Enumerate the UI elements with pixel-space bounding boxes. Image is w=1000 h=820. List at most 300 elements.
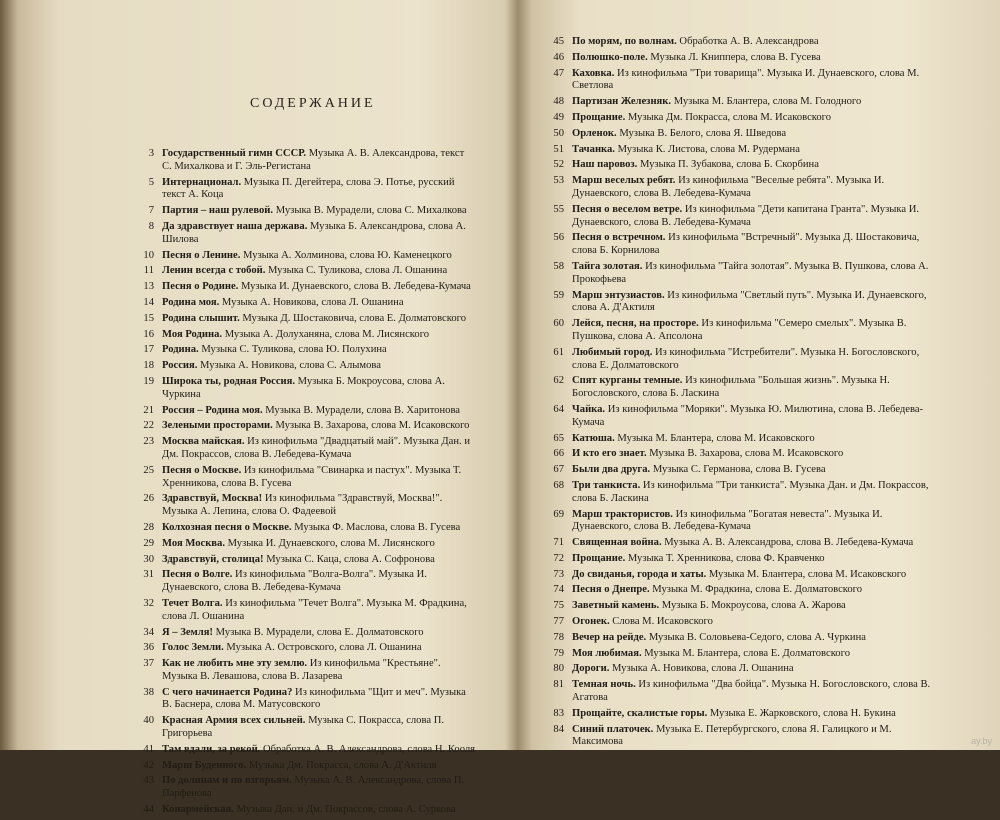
credits: Музыка В. Соловьева-Седого, слова А. Чуркина (646, 631, 866, 643)
entry-text (572, 509, 935, 535)
entry-text (162, 281, 475, 294)
credits: Из кинофильма "Веселые ребята". Музыка И. Дунаевского, слова В. Лебедева-Кумача (572, 175, 885, 199)
song-title: Красная Армия всех сильней. (162, 715, 306, 727)
credits: Из кинофильма "Два бойца". Музыка Н. Богословского, слова В. Агатова (572, 679, 931, 704)
page-number: 56 (553, 232, 564, 244)
song-title: Там вдали, за рекой. (162, 743, 261, 755)
toc-entry (540, 648, 935, 661)
song-title: По морям, по волнам. (572, 36, 677, 47)
toc-entry (540, 261, 935, 287)
song-title: Интернационал. (162, 176, 242, 188)
song-title: Партия – наш рулевой. (162, 205, 274, 217)
page-number: 77 (553, 616, 564, 628)
credits: Из кинофильма "Тайга золотая". Музыка В. Пушкова, слова А. Прокофьева (572, 260, 929, 285)
song-title: Широка ты, родная Россия. (162, 375, 296, 387)
toc-entry (130, 627, 475, 640)
page-number: 48 (553, 96, 564, 108)
toc-entry (130, 250, 475, 263)
page-number: 18 (143, 360, 154, 372)
toc-list-left (130, 148, 475, 820)
entry-text (572, 144, 935, 157)
toc-entry (540, 404, 935, 430)
credits: Музыка Дм. Покрасса, слова А. Д'Актиля (246, 759, 437, 771)
page-number: 8 (148, 220, 154, 232)
entry-text (162, 775, 475, 801)
entry-text (162, 554, 475, 567)
credits: Музыка А. Холминова, слова Ю. Каменецкого (240, 249, 452, 261)
entry-text (572, 433, 935, 446)
credits: Музыка К. Листова, слова М. Рудермана (614, 143, 800, 155)
page-number: 22 (143, 420, 154, 432)
toc-entry (540, 509, 935, 535)
page-number: 14 (143, 296, 154, 308)
entry-text (162, 329, 475, 342)
entry-text (572, 724, 935, 750)
credits: Музыка Ф. Маслова, слова В. Гусева (291, 521, 461, 533)
song-title: Чайка. (572, 403, 606, 415)
page-number: 64 (553, 403, 564, 415)
entry-text (572, 632, 935, 645)
credits: Музыка А. Новикова, слова Л. Ошанина (219, 296, 404, 308)
song-title: Россия – Родина моя. (162, 404, 263, 416)
page-number: 66 (553, 448, 564, 460)
toc-entry (540, 318, 935, 344)
page-number: 61 (553, 346, 564, 358)
song-title: Течет Волга. (162, 597, 223, 609)
entry-text (572, 96, 935, 109)
credits: Музыка М. Блантера, слова М. Исаковского (706, 568, 907, 580)
song-title: Марш веселых ребят. (572, 175, 676, 187)
entry-text (572, 204, 935, 230)
page-number: 51 (553, 143, 564, 155)
page-number: 7 (148, 205, 154, 217)
credits: Музыка И. Дунаевского, слова В. Лебедева-Кумача (238, 281, 471, 293)
credits: Из кинофильма "Двадцатый май". Музыка Дан. и Дм. Покрассов, слова В. Лебедева-Кумача (162, 436, 470, 460)
song-title: Моя любимая. (572, 647, 642, 659)
toc-entry (130, 436, 475, 462)
toc-entry (540, 36, 935, 49)
song-title: Песня о Волге. (162, 569, 233, 581)
page-number: 67 (553, 464, 564, 476)
toc-entry (130, 569, 475, 595)
song-title: До свиданья, города и хаты. (572, 568, 707, 580)
entry-text (572, 480, 935, 506)
toc-entry (540, 553, 935, 566)
song-title: Дороги. (572, 663, 610, 675)
toc-entry (130, 642, 475, 655)
credits: Музыка С. Туликова, слова Ю. Полухина (198, 344, 387, 356)
song-title: Родина слышит. (162, 312, 240, 324)
credits: Музыка П. Дегейтера, слова Э. Потье, русский текст А. Коца (162, 176, 455, 201)
credits: Обработка А. В. Александрова (676, 36, 819, 47)
credits: Музыка Д. Шостаковича, слова Е. Долматовского (239, 312, 467, 324)
page-number: 55 (553, 203, 564, 215)
page-number: 72 (553, 552, 564, 564)
entry-text (572, 553, 935, 566)
song-title: По долинам и по взгорьям. (162, 775, 292, 787)
entry-text (572, 36, 935, 49)
page-number: 25 (143, 464, 154, 476)
entry-text (572, 600, 935, 613)
page-number: 84 (553, 723, 564, 735)
song-title: Родина моя. (162, 296, 220, 308)
song-title: Зелеными просторами. (162, 420, 273, 432)
song-title: Орленок. (572, 127, 617, 139)
entry-text (572, 663, 935, 676)
song-title: Моя Родина. (162, 328, 223, 340)
song-title: Огонек. (572, 616, 610, 628)
page-number: 81 (553, 679, 564, 691)
page-number: 68 (553, 479, 564, 491)
toc-entry (540, 632, 935, 645)
credits: Музыка В. Мурадели, слова С. Михалкова (273, 205, 467, 217)
toc-entry (130, 360, 475, 373)
entry-text (162, 569, 475, 595)
entry-text (572, 375, 935, 401)
credits: Музыка В. Мурадели, слова Е. Долматовского (212, 626, 424, 638)
page-number: 69 (553, 508, 564, 520)
entry-text (572, 616, 935, 629)
toc-list-right (540, 36, 935, 752)
entry-text (572, 347, 935, 373)
page-number: 49 (553, 111, 564, 123)
song-title: Моя Москва. (162, 537, 225, 549)
song-title: Тачанка. (572, 143, 615, 155)
song-title: Любимый город. (572, 346, 653, 358)
credits: Музыка А. Новикова, слова Л. Ошанина (609, 663, 794, 675)
song-title: Три танкиста. (572, 479, 641, 491)
song-title: Марш Буденного. (162, 759, 247, 771)
toc-entry (130, 715, 475, 741)
toc-entry (130, 554, 475, 567)
entry-text (572, 708, 935, 721)
toc-entry (130, 760, 475, 773)
entry-text (572, 404, 935, 430)
song-title: Темная ночь. (572, 679, 636, 691)
credits: Из кинофильма "Здравствуй, Москва!". Музыка А. Лепина, слова О. Фадеевой (162, 493, 443, 518)
credits: Из кинофильма "Моряки". Музыка Ю. Милютина, слова В. Лебедева-Кумача (572, 403, 924, 428)
toc-entry (540, 175, 935, 201)
page-number: 83 (553, 707, 564, 719)
credits: Музыка П. Зубакова, слова Б. Скорбина (637, 159, 819, 171)
page-number: 75 (553, 600, 564, 612)
credits: Музыка Е. Петербургского, слова Я. Галицкого и М. Максимова (572, 723, 892, 748)
credits: Музыка Т. Хренникова, слова Ф. Кравченко (625, 552, 825, 564)
credits: Музыка С. Каца, слова А. Софронова (263, 553, 435, 565)
entry-text (572, 52, 935, 65)
page-number: 45 (553, 36, 564, 47)
song-title: Каховка. (572, 67, 615, 79)
page-number: 31 (143, 569, 154, 581)
song-title: Марш энтузиастов. (572, 289, 665, 301)
credits: Музыка А. Островского, слова Л. Ошанина (223, 642, 422, 654)
entry-text (572, 464, 935, 477)
page-number: 11 (143, 265, 154, 277)
page-number: 71 (553, 537, 564, 549)
song-title: Синий платочек. (572, 723, 654, 735)
song-title: Катюша. (572, 432, 615, 444)
credits: Музыка Б. Александрова, слова А. Шилова (162, 220, 466, 245)
song-title: Государственный гимн СССР. (162, 148, 307, 159)
page-number: 26 (143, 493, 154, 505)
toc-entry (130, 538, 475, 551)
credits: Музыка С. Туликова, слова Л. Ошанина (265, 265, 448, 277)
entry-text (162, 658, 475, 684)
credits: Из кинофильма "Течет Волга". Музыка М. Фрадкина, слова Л. Ошанина (162, 597, 467, 622)
entry-text (162, 538, 475, 551)
credits: Музыка А. В. Александрова, текст С. Михалкова и Г. Эль-Регистана (162, 148, 465, 172)
credits: Музыка В. Мурадели, слова В. Харитонова (262, 404, 461, 416)
credits: Музыка М. Блантера, слова М. Голодного (671, 96, 862, 108)
toc-entry (130, 177, 475, 203)
toc-entry (130, 420, 475, 433)
song-title: Тайга золотая. (572, 260, 643, 272)
credits: Музыка В. Захарова, слова М. Исаковского (646, 448, 844, 460)
credits: Музыка Дм. Покрасса, слова М. Исаковского (625, 111, 832, 123)
toc-entry (130, 376, 475, 402)
toc-entry (540, 68, 935, 94)
watermark: ay.by (971, 736, 992, 746)
song-title: Прощание. (572, 111, 626, 123)
song-title: Песня о веселом ветре. (572, 203, 683, 215)
entry-text (162, 360, 475, 373)
entry-text (572, 648, 935, 661)
page-number: 17 (143, 344, 154, 356)
page-number: 5 (148, 176, 154, 188)
entry-text (162, 420, 475, 433)
credits: Из кинофильма "Три танкиста". Музыка Дан. и Дм. Покрассов, слова Б. Ласкина (572, 479, 929, 504)
toc-entry (540, 584, 935, 597)
toc-entry (540, 128, 935, 141)
credits: Музыка Л. Книппера, слова В. Гусева (647, 51, 821, 63)
page-number: 74 (553, 584, 564, 596)
credits: Музыка М. Блантера, слова Е. Долматовского (641, 647, 850, 659)
toc-entry (540, 232, 935, 258)
page-number: 37 (143, 658, 154, 670)
toc-entry (130, 297, 475, 310)
song-title: Заветный камень. (572, 600, 660, 612)
page-number: 46 (553, 51, 564, 63)
song-title: Прощайте, скалистые горы. (572, 707, 708, 719)
page-number: 79 (553, 647, 564, 659)
page-number: 23 (143, 436, 154, 448)
page-number: 36 (143, 642, 154, 654)
entry-text (572, 569, 935, 582)
toc-entry (130, 658, 475, 684)
entry-text (162, 221, 475, 247)
entry-text (572, 318, 935, 344)
entry-text (162, 405, 475, 418)
page-number: 28 (143, 521, 154, 533)
toc-entry (540, 480, 935, 506)
song-title: Россия. (162, 360, 198, 372)
entry-text (162, 177, 475, 203)
entry-text (162, 465, 475, 491)
toc-entry (540, 464, 935, 477)
page-number: 15 (143, 312, 154, 324)
entry-text (162, 804, 475, 817)
page-number: 47 (553, 67, 564, 79)
credits: Музыка А. Долуханяна, слова М. Лисянского (222, 328, 430, 340)
page-number: 80 (553, 663, 564, 675)
entry-text (572, 159, 935, 172)
page-number: 42 (143, 759, 154, 771)
page-number: 78 (553, 631, 564, 643)
toc-entry (540, 433, 935, 446)
page-title: СОДЕРЖАНИЕ (250, 96, 376, 111)
song-title: Да здравствует наша держава. (162, 220, 308, 232)
page-number: 60 (553, 318, 564, 330)
credits: Музыка М. Блантера, слова М. Исаковского (614, 432, 815, 444)
toc-entry (130, 221, 475, 247)
song-title: Песня о Ленине. (162, 249, 241, 261)
entry-text (162, 598, 475, 624)
page-number: 34 (143, 626, 154, 638)
page-number: 19 (143, 375, 154, 387)
entry-text (162, 205, 475, 218)
entry-text (162, 313, 475, 326)
entry-text (162, 687, 475, 713)
toc-entry (130, 281, 475, 294)
page-number: 40 (143, 715, 154, 727)
toc-entry (540, 144, 935, 157)
toc-entry (540, 537, 935, 550)
credits: Из кинофильма "Светлый путь". Музыка И. Дунаевского, слова А. Д'Актиля (572, 289, 927, 314)
song-title: Здравствуй, Москва! (162, 493, 263, 505)
credits: Музыка М. Фрадкина, слова Е. Долматовского (649, 584, 863, 596)
entry-text (572, 584, 935, 597)
entry-text (572, 175, 935, 201)
toc-entry (540, 96, 935, 109)
credits: Из кинофильма "Большая жизнь". Музыка Н. Богословского, слова Б. Ласкина (572, 375, 890, 400)
entry-text (572, 679, 935, 705)
toc-entry (130, 313, 475, 326)
page-number: 16 (143, 328, 154, 340)
page-number: 38 (143, 686, 154, 698)
page-number: 59 (553, 289, 564, 301)
page-number: 44 (143, 804, 154, 816)
toc-entry (540, 159, 935, 172)
toc-entry (540, 375, 935, 401)
toc-entry (540, 112, 935, 125)
page-number: 29 (143, 537, 154, 549)
page-number: 10 (143, 249, 154, 261)
song-title: Вечер на рейде. (572, 631, 647, 643)
entry-text (162, 376, 475, 402)
page-number: 21 (143, 404, 154, 416)
toc-entry (130, 522, 475, 535)
toc-entry (540, 679, 935, 705)
song-title: С чего начинается Родина? (162, 686, 293, 698)
toc-entry (540, 347, 935, 373)
song-title: Песня о встречном. (572, 232, 666, 244)
toc-entry (130, 687, 475, 713)
credits: Музыка В. Белого, слова Я. Шведова (616, 127, 787, 139)
toc-entry (130, 405, 475, 418)
toc-entry (540, 708, 935, 721)
toc-entry (130, 265, 475, 278)
credits: Слова М. Исаковского (609, 616, 713, 628)
toc-entry (130, 344, 475, 357)
toc-entry (540, 569, 935, 582)
credits: Музыка Б. Мокроусова, слова А. Жарова (659, 600, 846, 612)
entry-text (162, 642, 475, 655)
credits: Из кинофильма "Богатая невеста". Музыка И. Дунаевского, слова В. Лебедева-Кумача (572, 508, 883, 533)
song-title: Марш трактористов. (572, 508, 673, 520)
credits: Из кинофильма "Волга-Волга". Музыка И. Дунаевского, слова В. Лебедева-Кумача (162, 569, 427, 594)
entry-text (162, 297, 475, 310)
page-number: 30 (143, 553, 154, 565)
toc-entry (130, 465, 475, 491)
entry-text (162, 760, 475, 773)
credits: Музыка С. Покрасса, слова П. Григорьева (162, 715, 444, 740)
song-title: Спят курганы темные. (572, 375, 683, 387)
song-title: Песня о Родине. (162, 281, 239, 293)
credits: Музыка А. В. Александрова, слова П. Парфенова (162, 775, 465, 800)
song-title: Песня о Днепре. (572, 584, 650, 596)
toc-entry (540, 600, 935, 613)
credits: Из кинофильма "Истребители". Музыка Н. Богословского, слова Е. Долматовского (572, 346, 920, 371)
entry-text (572, 261, 935, 287)
toc-entry (130, 148, 475, 174)
credits: Музыка А. В. Александрова, слова В. Лебедева-Кумача (661, 537, 914, 549)
entry-text (162, 522, 475, 535)
credits: Музыка Е. Жарковского, слова Н. Букина (707, 707, 896, 719)
song-title: Священная война. (572, 537, 662, 549)
credits: Музыка И. Дунаевского, слова М. Лисянского (224, 537, 435, 549)
credits: Из кинофильма "Дети капитана Гранта". Музыка И. Дунаевского, слова В. Лебедева-Кумача (572, 203, 920, 228)
entry-text (162, 344, 475, 357)
toc-entry (130, 329, 475, 342)
entry-text (572, 232, 935, 258)
credits: Музыка В. Захарова, слова М. Исаковского (272, 420, 470, 432)
entry-text (572, 128, 935, 141)
toc-entry (540, 52, 935, 65)
page-number: 73 (553, 568, 564, 580)
entry-text (162, 148, 475, 174)
entry-text (162, 744, 475, 757)
toc-entry (130, 775, 475, 801)
credits: Обработка А. В. Александрова, слова Н. Кооля (260, 743, 476, 755)
entry-text (162, 436, 475, 462)
song-title: Наш паровоз. (572, 159, 638, 171)
credits: Музыка С. Германова, слова В. Гусева (650, 464, 826, 476)
song-title: Родина. (162, 344, 199, 356)
right-page (520, 0, 1000, 750)
toc-entry (540, 448, 935, 461)
song-title: И кто его знает. (572, 448, 647, 460)
page-number: 32 (143, 597, 154, 609)
song-title: Полюшко-поле. (572, 51, 648, 63)
page-number: 52 (553, 159, 564, 171)
page-number: 3 (148, 148, 154, 159)
page-number: 41 (143, 743, 154, 755)
credits: Из кинофильма "Свинарка и пастух". Музыка Т. Хренникова, слова В. Гусева (162, 464, 462, 489)
toc-entry (540, 724, 935, 750)
toc-entry (130, 744, 475, 757)
credits: Из кинофильма "Щит и меч". Музыка В. Баснера, слова М. Матусовского (162, 686, 466, 711)
entry-text (162, 627, 475, 640)
credits: Из кинофильма "Встречный". Музыка Д. Шостаковича, слова Б. Корнилова (572, 232, 920, 257)
toc-entry (130, 804, 475, 817)
entry-text (162, 265, 475, 278)
page-number: 13 (143, 281, 154, 293)
toc-entry (540, 616, 935, 629)
song-title: Колхозная песня о Москве. (162, 521, 292, 533)
song-title: Прощание. (572, 552, 626, 564)
page-number: 62 (553, 375, 564, 387)
toc-entry (130, 493, 475, 519)
